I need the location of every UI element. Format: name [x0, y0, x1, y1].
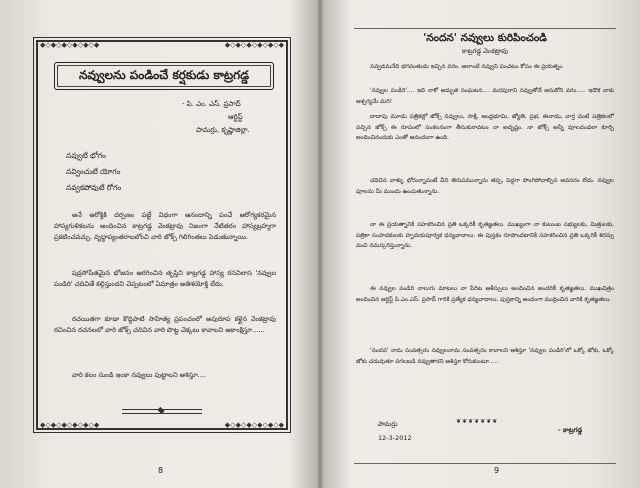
date: 12-3-2012	[378, 434, 412, 442]
corner-ornament-icon: ◆◇◆◇◆◇◆◇◆◇◆	[40, 421, 100, 429]
verse-line: నవ్వకపోవుటే రోగం	[66, 183, 122, 192]
author-place: పామర్రు, కృష్ణాజిల్లా.	[196, 126, 250, 134]
right-page	[338, 0, 630, 488]
page-number: 8	[158, 466, 164, 475]
left-page	[14, 0, 314, 488]
page-number: 9	[494, 466, 500, 475]
right-page-title: 'నందన' నవ్వులు కురిపించండి	[423, 32, 547, 44]
place: పామర్రు	[378, 420, 398, 428]
signature: - కాట్రగడ్డ	[558, 426, 583, 434]
corner-ornament-icon: ◆◇◆◇◆◇◆◇◆◇◆	[224, 41, 284, 49]
paragraph: చదివిన వాళ్ళు భోరున్నావంటే వీని తిరుపమున్నాను తప్ప, పెద్దగా పొంగిపోవాల్సిన అవసరం లేదు. నవ్వుల పూలను మీ ముందు ఉంచుతున్నాను.	[356, 178, 614, 195]
corner-ornament-icon: ◆◇◆◇◆◇◆◇◆◇◆	[224, 421, 284, 429]
paragraph: అనే ఆరోక్తికి దర్పణం పట్టే విధంగా ఆనందాన్ని పంచే ఆరోగ్యకరమైన హాస్యగుళికలను అందించిన కాట్రగడ్డ వెంకట్రావు నిజంగా నేటితరం హాస్యబ్రహ్మగా ప్రకటించవచ్చు. వృద్ధాప్యంతరాలలోంచి వారి జోక్స్ గిలిగింతలు పెడుతున్నాయి.	[54, 211, 276, 241]
paragraph: నవ్వడమనేది భగవంతుడు ఇచ్చిన వరం. అలాంటి నవ్వుని పంచటం కోసం ఈ ప్రయత్నం.	[370, 64, 564, 70]
paragraph: నా ఈ ప్రయత్నానికి సహకరించిన ప్రతి ఒక్కరికీ కృతజ్ఞతలు. ముఖ్యంగా నా కుటుంబ సభ్యులకు, మిత్రులకు, పత్రికా సంపాదకులకు హృదయపూర్వక ధన్యవాదాలు. ఈ పుస్తకం రూపొందటానికి సహకరించిన ప్రతి ఒక్కరికీ శిరస్సు వంచి నమస్కరిస్తున్నాను.	[356, 222, 614, 250]
paragraph: 'నవ్వుల పండిరి'.... ఇది నాకో అద్భుత సంఘటన.... మరపురాని నవ్వుతోనే ఆనుకోని వరం..... ఇదొక నాకు ఆశ్చర్యమే మరి!	[356, 88, 614, 105]
corner-ornament-icon: ◆◇◆◇◆◇◆◇◆◇◆	[40, 41, 100, 49]
paragraph: షడ్రసోపేతమైన భోజనం ఆరగించిన తృప్తిని కాట్రగడ్డ హాస్య రసవిలాస 'నవ్వుల పండిరి' చదివితే కల్గిస్తుందని చెప్పటంలో ఏమాత్రం అతిశయోక్తి లేదు.	[54, 269, 276, 288]
author-role: ఆర్టిస్ట్	[228, 113, 243, 121]
signature-ornament-icon: ❦❦❦❦❦❦❦	[456, 418, 499, 425]
author-name: - పి. ఎం. ఎస్. ప్రసాద్	[182, 100, 241, 108]
paragraph: రచయితగా కూడా కొద్దిపాటి సాహిత్య ప్రపంచంలో అపురూప కళ్లైన వెంకట్రావు రచించిన రచనలలో వారి జోక్స్ చదివిన వారి పొట్ట చెక్కలు కావాలని ఆకాంక్షిస్తూ......	[54, 315, 276, 334]
right-page-author: కాట్రగడ్డ వెంకట్రావు	[461, 47, 509, 55]
section-divider	[122, 409, 202, 414]
left-page-title: నవ్వులను పండించే కర్షకుడు కాట్రగడ్డ	[54, 62, 274, 90]
verse-line: నవ్వించుటే యోగం	[66, 167, 121, 176]
paragraph: దాదాపు మూడు పత్రికల్లో జోక్స్ నవ్వులు, సాక్షి, ఆంధ్రభూమి, జ్యోతి, ప్రభ, ఈనాడు, వార్త వంటి పత్రికలలో వచ్చిన జోక్స్ ఈ రూపంలో సంకలనంగా తీసుకురావటం నా అదృష్టం. నా జోక్స్ అన్నీ పూలదండలా కూర్చి అందించినందుకు ఎంతో ఆనందంగా ఉంది.	[356, 114, 614, 142]
paragraph: 'నందన' నామ సంవత్సరం నవ్వులనామ సంవత్సరం కావాలని ఆశిస్తూ 'నవ్వుల పండిరి'లో ఒక్కో జోకు, ఒక్కో జోకు చదువుతూ పగలబడి నవ్వుతారని ఆశిస్తూ కోరుకుంటూ.....	[356, 348, 614, 365]
paragraph: ఈ నవ్వుల పండిరి నాలుగు మాటలు నా పేరిట ఆశీస్సులు అందించిన అందరికీ కృతజ్ఞతలు. ముఖచిత్రం అందించిన ఆర్టిస్ట్ పి.ఎం.ఎస్. ప్రసాద్ గారికి ప్రత్యేక ధన్యవాదాలు. పుస్తకాన్ని అందంగా ముద్రించిన వారికి కృతజ్ఞతలు.	[356, 286, 614, 303]
paragraph: వారి కలం నుండి ఇంకా నవ్వులు పుట్టాలని ఆశిస్తూ....	[72, 371, 206, 379]
verse-line: నవ్వుటే భోగం	[66, 151, 106, 160]
